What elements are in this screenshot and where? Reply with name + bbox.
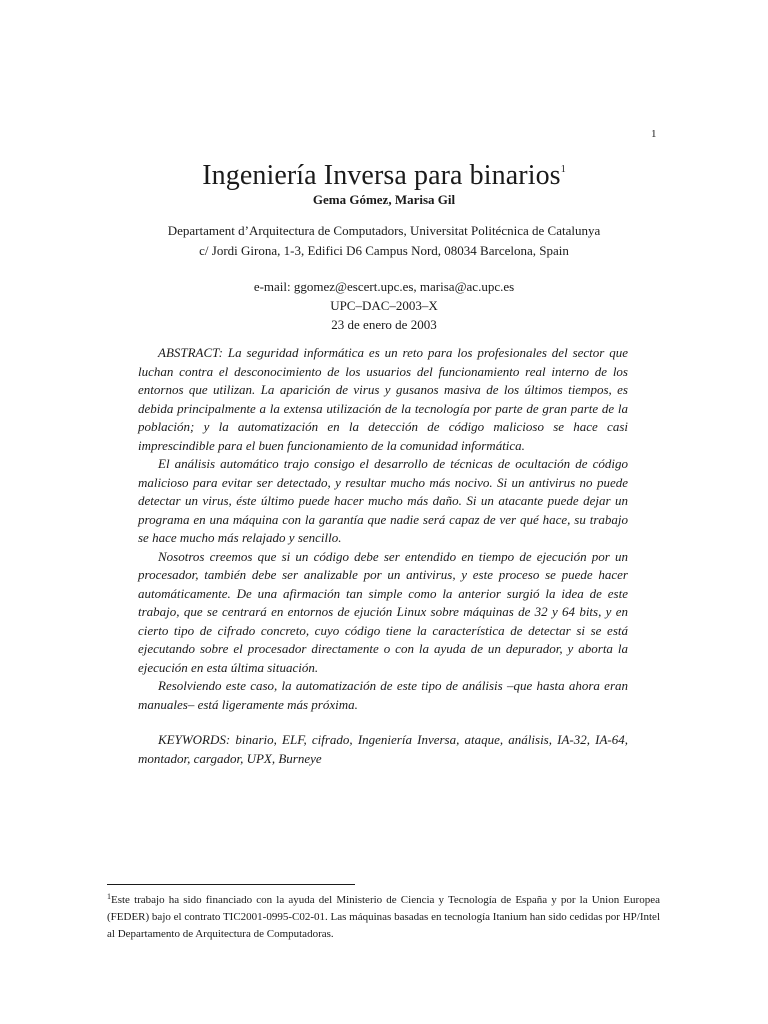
footnote-rule — [107, 884, 355, 885]
date: 23 de enero de 2003 — [331, 317, 437, 332]
abstract — [138, 344, 628, 714]
keywords: KEYWORDS: binario, ELF, cifrado, Ingeniería Inversa, ataque, análisis, IA-32, IA-64, montador, cargador, UPX, Burneye — [138, 732, 628, 766]
affiliation-line-2: c/ Jordi Girona, 1-3, Edifici D6 Campus Nord, 08034 Barcelona, Spain — [199, 243, 569, 258]
paper-title — [0, 152, 768, 194]
report-id: UPC–DAC–2003–X — [330, 298, 438, 313]
title-footnote-marker: 1 — [560, 164, 566, 175]
footnote-marker: 1 — [107, 892, 111, 901]
paper-title-text: Ingeniería Inversa para binarios — [202, 160, 561, 191]
abstract-paragraph-3: Nosotros creemos que si un código debe ser entendido en tiempo de ejecución por un procesador, también debe ser analizable por un antivirus, y este proceso se puede hacer automáticamente. De una afirmación tan simple como la anterior surgió la idea de este trabajo, que se centrará en entornos de ejución Linux sobre máquinas de 32 y 64 bits, y en cierto tipo de cifrado concreto, cuyo código tiene la característica de detectar si se está ejecutando sobre el procesador directamente o con la ayuda de un depurador, y aborta la ejecución en esta última situación. — [138, 548, 628, 675]
contact-block — [0, 277, 768, 334]
abstract-paragraph-4: Resolviendo este caso, la automatización de este tipo de análisis –que hasta ahora eran manuales– está ligeramente más próxima. — [138, 678, 628, 712]
title-block — [0, 152, 768, 209]
abstract-paragraph-2: El análisis automático trajo consigo el desarrollo de técnicas de ocultación de código malicioso para evitar ser detectado, y resultar mucho más nocivo. Si un antivirus no puede detectar un virus, éste último puede hacer mucho más daño. Si un atacante puede dejar un programa en una máquina con la garantía que nadie será capaz de ver qué hace, su trabajo se hace mucho más relajado y sencillo. — [138, 456, 628, 545]
page-number: 1 — [651, 128, 657, 140]
authors: Gema Gómez, Marisa Gil — [312, 192, 456, 207]
email-line: e-mail: ggomez@escert.upc.es, marisa@ac.upc.es — [253, 279, 515, 294]
affiliation — [0, 221, 768, 261]
affiliation-line-1: Departament d’Arquitectura de Computadors, Universitat Politécnica de Catalunya — [167, 223, 601, 238]
footnote-text: Este trabajo ha sido financiado con la ayuda del Ministerio de Ciencia y Tecnología de España y por la Union Europea (FEDER) bajo el contrato TIC2001-0995-C02-01. Las máquinas basadas en tecnología Itanium han sido cedidas por HP/Intel al Departamento de Arquitectura de Computadoras. — [107, 894, 660, 940]
footnote — [107, 888, 660, 943]
abstract-paragraph-1: ABSTRACT: La seguridad informática es un reto para los profesionales del sector que luchan contra el desconocimiento de los usuarios del funcionamiento real interno de los entornos que utilizan. La aparición de virus y gusanos masiva de los últimos tiempos, es debida principalmente a la extensa utilización de la tecnología por parte de gran parte de la población; y la automatización en la detección de código malicioso se hace casi imprescindible para el buen funcionamiento de la comunidad informática. — [138, 345, 628, 453]
